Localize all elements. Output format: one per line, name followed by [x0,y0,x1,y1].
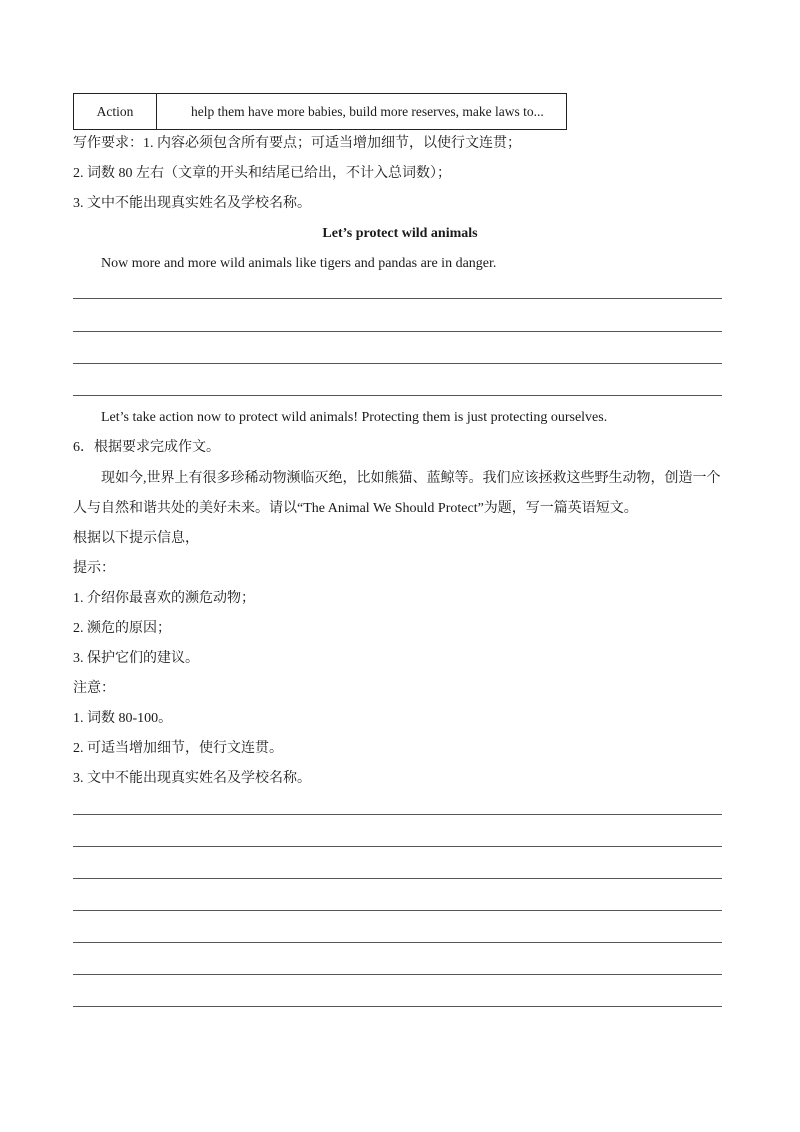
note-item-3: 3. 文中不能出现真实姓名及学校名称。 [73,771,311,786]
essay-closing-sentence: Let’s take action now to protect wild animals! Protecting them is just protecting ourselves. [101,410,608,425]
writing-requirement-2: 2. 词数 80 左右（文章的开头和结尾已给出，不计入总词数）； [73,166,451,181]
writing-line[interactable] [73,846,722,847]
action-table-row [73,93,567,130]
note-label: 注意： [73,681,115,696]
note-item-1: 1. 词数 80-100。 [73,711,173,726]
question-6-intro-line-1: 现如今,世界上有很多珍稀动物濒临灭绝，比如熊猫、蓝鲸等。我们应该拯救这些野生动物，创造一个 [101,471,721,486]
essay-title: Let’s protect wild animals [322,226,478,241]
writing-line[interactable] [73,814,722,815]
writing-line[interactable] [73,910,722,911]
hint-label: 提示： [73,561,115,576]
hint-item-1: 1. 介绍你最喜欢的濒危动物； [73,591,255,606]
writing-line[interactable] [73,974,722,975]
essay-opening-sentence: Now more and more wild animals like tigers and pandas are in danger. [101,256,497,271]
writing-line[interactable] [73,363,722,364]
note-item-2: 2. 可适当增加细节，使行文连贯。 [73,741,283,756]
writing-requirement-1: 写作要求：1. 内容必须包含所有要点；可适当增加细节，以使行文连贯； [73,136,521,151]
question-6-intro-line-2: 人与自然和谐共处的美好未来。请以“The Animal We Should Protect”为题，写一篇英语短文。 [73,501,638,516]
action-value-cell: help them have more babies, build more reserves, make laws to... [191,103,544,119]
hint-item-3: 3. 保护它们的建议。 [73,651,199,666]
hint-item-2: 2. 濒危的原因； [73,621,171,636]
writing-line[interactable] [73,1006,722,1007]
question-6-basis: 根据以下提示信息， [73,531,199,546]
writing-line[interactable] [73,298,722,299]
writing-line[interactable] [73,395,722,396]
writing-line[interactable] [73,878,722,879]
writing-line[interactable] [73,942,722,943]
writing-requirement-3: 3. 文中不能出现真实姓名及学校名称。 [73,196,311,211]
question-6-heading: 6．根据要求完成作文。 [73,440,220,455]
action-label-cell: Action [74,94,157,129]
writing-line[interactable] [73,331,722,332]
